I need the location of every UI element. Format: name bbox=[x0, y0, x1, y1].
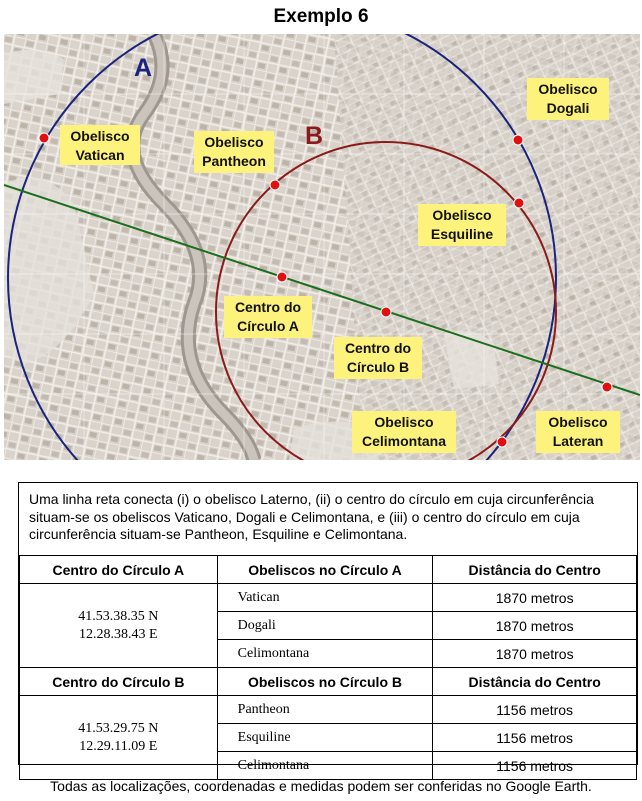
svg-text:Esquiline: Esquiline bbox=[430, 226, 494, 242]
obelisk-name: Celimontana bbox=[217, 752, 433, 780]
intro-text: Uma linha reta conecta (i) o obelisco Laterno, (ii) o centro do círculo em cuja circunferência situam-se os obeliscos Vaticano, Dogali e Celimontana, e (iii) o centro do círculo em cuja circunferência situam-se Pantheon, Esquiline e Celimontana. bbox=[29, 491, 594, 542]
header-distancia-a: Distância do Centro bbox=[433, 556, 637, 584]
marker-celimontana bbox=[497, 437, 507, 447]
svg-text:Celimontana: Celimontana bbox=[361, 433, 447, 449]
label-esquiline bbox=[418, 204, 506, 246]
svg-text:Obelisco: Obelisco bbox=[548, 414, 608, 430]
latitude-b: 41.53.29.75 N bbox=[78, 720, 159, 736]
distance-value: 1870 metros bbox=[433, 640, 637, 668]
header-obeliscos-a: Obeliscos no Círculo A bbox=[217, 556, 433, 584]
svg-text:Centro do: Centro do bbox=[234, 299, 302, 315]
header-obeliscos-b: Obeliscos no Círculo B bbox=[217, 668, 433, 696]
marker-esquiline bbox=[514, 198, 524, 208]
circle-a-letter: A bbox=[133, 54, 153, 82]
distance-value: 1870 metros bbox=[433, 584, 637, 612]
svg-text:Obelisco: Obelisco bbox=[538, 81, 598, 97]
label-centro-b bbox=[334, 337, 422, 379]
header-centro-b: Centro do Círculo B bbox=[20, 668, 218, 696]
distance-value: 1156 metros bbox=[433, 696, 637, 724]
table-a-header-row bbox=[20, 556, 637, 584]
rome-map bbox=[4, 34, 640, 460]
marker-centro-a bbox=[277, 272, 287, 282]
header-centro-a: Centro do Círculo A bbox=[20, 556, 218, 584]
info-box bbox=[18, 482, 638, 774]
header-distancia-b: Distância do Centro bbox=[433, 668, 637, 696]
obelisk-name: Celimontana bbox=[217, 640, 433, 668]
marker-vatican bbox=[39, 133, 49, 143]
svg-text:Obelisco: Obelisco bbox=[374, 414, 434, 430]
latitude-a: 41.53.38.35 N bbox=[78, 608, 159, 624]
label-centro-a bbox=[224, 296, 312, 338]
circle-b-letter: B bbox=[304, 122, 324, 150]
coordinates-a bbox=[20, 584, 218, 668]
label-pantheon bbox=[194, 131, 274, 173]
obelisk-name: Vatican bbox=[217, 584, 433, 612]
svg-text:Círculo B: Círculo B bbox=[346, 359, 410, 375]
distance-table bbox=[19, 555, 637, 780]
svg-text:Círculo A: Círculo A bbox=[237, 318, 299, 334]
marker-pantheon bbox=[270, 180, 280, 190]
svg-text:Pantheon: Pantheon bbox=[202, 153, 266, 169]
distance-value: 1156 metros bbox=[433, 752, 637, 780]
svg-text:Obelisco: Obelisco bbox=[204, 134, 264, 150]
label-lateran bbox=[536, 411, 620, 453]
table-b-header-row bbox=[20, 668, 637, 696]
table-row bbox=[20, 584, 637, 612]
table-row bbox=[20, 696, 637, 724]
obelisk-name: Pantheon bbox=[217, 696, 433, 724]
longitude-a: 12.28.38.43 E bbox=[79, 626, 158, 642]
label-vatican bbox=[60, 125, 140, 165]
marker-dogali bbox=[513, 135, 523, 145]
svg-text:Dogali: Dogali bbox=[546, 100, 590, 116]
svg-text:Obelisco: Obelisco bbox=[432, 207, 492, 223]
obelisk-name: Dogali bbox=[217, 612, 433, 640]
svg-text:Obelisco: Obelisco bbox=[70, 128, 130, 144]
svg-text:Centro do: Centro do bbox=[344, 340, 412, 356]
page-title: Exemplo 6 bbox=[273, 6, 369, 27]
svg-text:Lateran: Lateran bbox=[552, 433, 604, 449]
svg-text:Vatican: Vatican bbox=[75, 147, 125, 163]
marker-centro-b bbox=[381, 307, 391, 317]
longitude-b: 12.29.11.09 E bbox=[79, 738, 158, 754]
label-celimontana bbox=[352, 411, 456, 453]
obelisk-name: Esquiline bbox=[217, 724, 433, 752]
footer-note: Todas as localizações, coordenadas e medidas podem ser conferidas no Google Earth. bbox=[50, 778, 592, 794]
coordinates-b bbox=[20, 696, 218, 780]
distance-value: 1156 metros bbox=[433, 724, 637, 752]
label-dogali bbox=[527, 78, 609, 120]
distance-value: 1870 metros bbox=[433, 612, 637, 640]
marker-lateran bbox=[602, 382, 612, 392]
